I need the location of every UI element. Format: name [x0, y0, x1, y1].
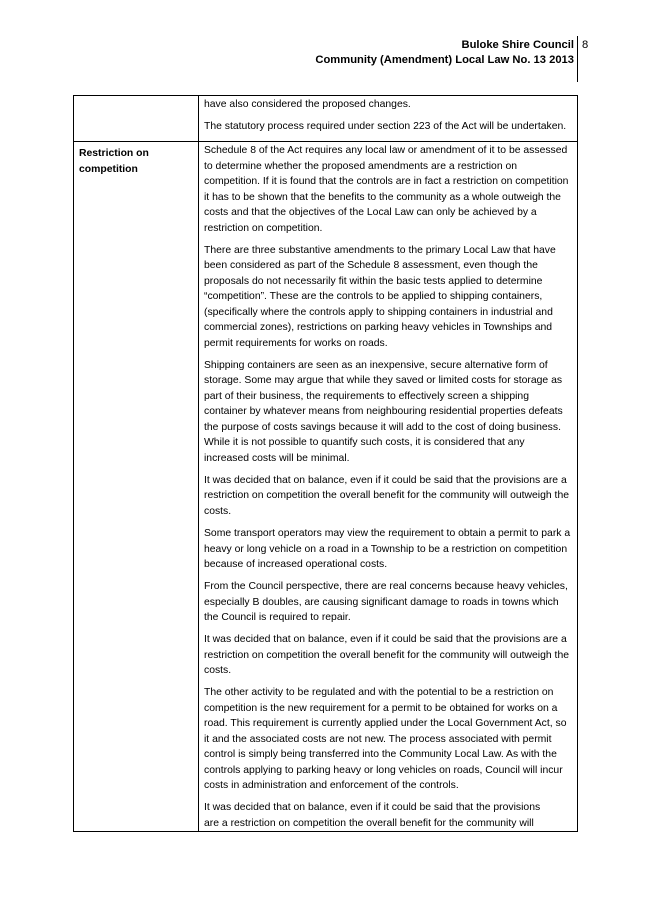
row-content — [199, 96, 578, 142]
header-divider — [577, 36, 578, 82]
paragraph: From the Council perspective, there are real concerns because heavy vehicles, especially B doubles, are causing significant damage to roads in towns which the Council is required to repair. — [204, 581, 568, 624]
page-number: 8 — [582, 39, 589, 51]
paragraph-line: It was decided that on balance, even if it could be said that the provisions — [204, 802, 541, 814]
row-label — [74, 96, 199, 142]
paragraph: Schedule 8 of the Act requires any local law or amendment of it to be assessed to determine whether the proposed amendments are a restriction on competition. If it is found that the controls are in fact a restriction on competition it has to be shown that the benefits to the community as a whole outweigh the costs and that the objectives of the Local Law can only be achieved by a restriction on competition. — [204, 145, 569, 234]
paragraph: have also considered the proposed changes. — [204, 99, 411, 110]
row-label: Restriction on competition — [74, 142, 199, 832]
paragraph: The statutory process required under section 223 of the Act will be undertaken. — [204, 121, 567, 133]
paragraph-line: are a restriction on competition the overall benefit for the community will — [204, 817, 534, 829]
table-row — [74, 96, 578, 142]
paragraph: Some transport operators may view the requirement to obtain a permit to park a heavy or long vehicle on a road in a Township to be a restriction on competition because of increased operational costs. — [204, 528, 571, 571]
document-title: Community (Amendment) Local Law No. 13 2013 — [315, 54, 574, 66]
paragraph: Shipping containers are seen as an inexpensive, secure alternative form of storage. Some may argue that while they saved or limited costs for storage as part of their business, the requirements to effectively screen a shipping container by whatever means from neighbouring residential properties defeats the purpose of costs savings because it will add to the cost of doing business. While it is not possible to quantify such costs, it is considered that any increased costs will be minimal. — [204, 359, 563, 464]
organization-name: Buloke Shire Council — [461, 39, 574, 51]
table-row — [74, 142, 578, 832]
paragraph: The other activity to be regulated and with the potential to be a restriction on competition is the new requirement for a permit to be obtained for works on a road. This requirement is currently applied under the Local Government Act, so it and the associated costs are not new. The process associated with permit control is simply being transferred into the Community Local Law. As with the controls applying to parking heavy or long vehicles on roads, Council will incur costs in administration and enforcement of the controls. — [204, 687, 567, 792]
paragraph: It was decided that on balance, even if it could be said that the provisions are a restriction on competition the overall benefit for the community will outweigh the costs. — [204, 474, 570, 517]
content-table — [73, 95, 578, 832]
paragraph: It was decided that on balance, even if it could be said that the provisions are a restriction on competition the overall benefit for the community will outweigh the costs. — [204, 634, 570, 677]
paragraph: There are three substantive amendments to the primary Local Law that have been considered as part of the Schedule 8 assessment, even though the proposals do not necessarily fit within the basic tests applied to determine “competition”. These are the controls to be applied to shipping containers, (specifically where the controls apply to shipping containers in industrial and commercial zones), restrictions on parking heavy vehicles in Townships and permit requirements for works on roads. — [204, 244, 556, 349]
page-header — [315, 38, 574, 68]
row-content — [199, 142, 578, 832]
